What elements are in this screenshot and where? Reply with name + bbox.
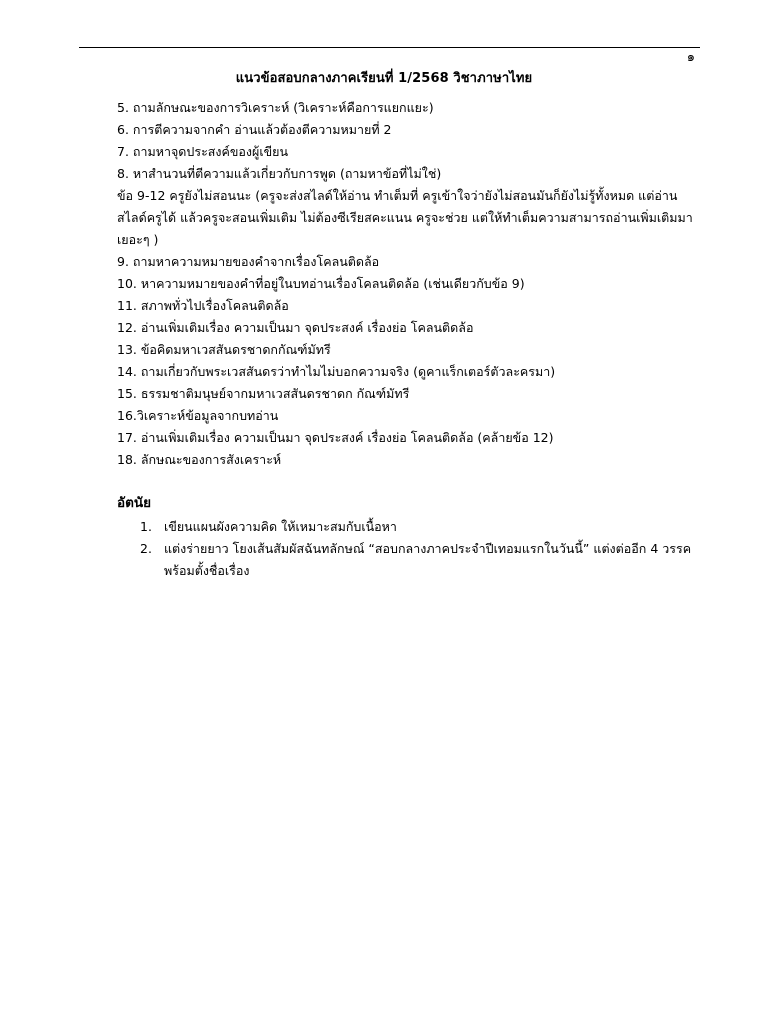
subjective-task-list [140,516,710,582]
teacher-note: ข้อ 9-12 ครูยังไม่สอนนะ (ครูจะส่งสไลด์ให้อ่าน ทำเต็มที่ ครูเข้าใจว่ายังไม่สอนมันก็ยังไม่รู้ทั้งหมด แต่อ่านสไลด์ครูได้ แล้วครูจะสอนเพิ่มเติม ไม่ต้องซีเรียสคะแนน ครูจะช่วย แต่ให้ทำเต็มความสามารถอ่านเพิ่มเติมมาเยอะๆ ) [117,188,693,247]
list-item: 12. อ่านเพิ่มเติมเรื่อง ความเป็นมา จุดประสงค์ เรื่องย่อ โคลนติดล้อ [117,320,474,335]
list-item: 14. ถามเกี่ยวกับพระเวสสันดรว่าทำไมไม่บอกความจริง (ดูคาแร็กเตอร์ตัวละครมา) [117,364,556,379]
list-item: 8. หาสำนวนที่ตีความแล้วเกี่ยวกับการพูด (ถามหาข้อที่ไม่ใช่) [117,166,442,181]
list-item: 10. หาความหมายของคำที่อยู่ในบทอ่านเรื่องโคลนติดล้อ (เช่นเดียวกับข้อ 9) [117,276,525,291]
header-rule [79,47,700,48]
task-item [140,538,710,582]
task-item [140,516,710,538]
list-item: 15. ธรรมชาติมนุษย์จากมหาเวสสันดรชาดก กัณฑ์มัทรี [117,386,410,401]
list-item: 13. ข้อคิดมหาเวสสันดรชาดกกัณฑ์มัทรี [117,342,331,357]
task-text: แต่งร่ายยาว โยงเส้นสัมผัสฉันทลักษณ์ “สอบกลางภาคประจำปีเทอมแรกในวันนี้” แต่งต่ออีก 4 วรรค พร้อมตั้งชื่อเรื่อง [164,541,692,578]
list-item: 7. ถามหาจุดประสงค์ของผู้เขียน [117,144,289,159]
list-item: 6. การตีความจากคำ อ่านแล้วต้องตีความหมายที่ 2 [117,122,392,137]
list-item: 16.วิเคราะห์ข้อมูลจากบทอ่าน [117,408,279,423]
document-title: แนวข้อสอบกลางภาคเรียนที่ 1/2568 วิชาภาษาไทย [235,71,533,86]
list-item: 11. สภาพทั่วไปเรื่องโคลนติดล้อ [117,298,289,313]
page-number: ๑ [686,50,695,65]
task-number: 2. [140,541,152,556]
task-number: 1. [140,519,152,534]
list-item: 18. ลักษณะของการสังเคราะห์ [117,452,282,467]
list-item: 17. อ่านเพิ่มเติมเรื่อง ความเป็นมา จุดประสงค์ เรื่องย่อ โคลนติดล้อ (คล้ายข้อ 12) [117,430,554,445]
task-text: เขียนแผนผังความคิด ให้เหมาะสมกับเนื้อหา [164,519,397,534]
list-item: 9. ถามหาความหมายของคำจากเรื่องโคลนติดล้อ [117,254,380,269]
section-heading: อัตนัย [117,495,152,511]
objective-items [117,97,707,471]
list-item: 5. ถามลักษณะของการวิเคราะห์ (วิเคราะห์คือการแยกแยะ) [117,100,434,115]
